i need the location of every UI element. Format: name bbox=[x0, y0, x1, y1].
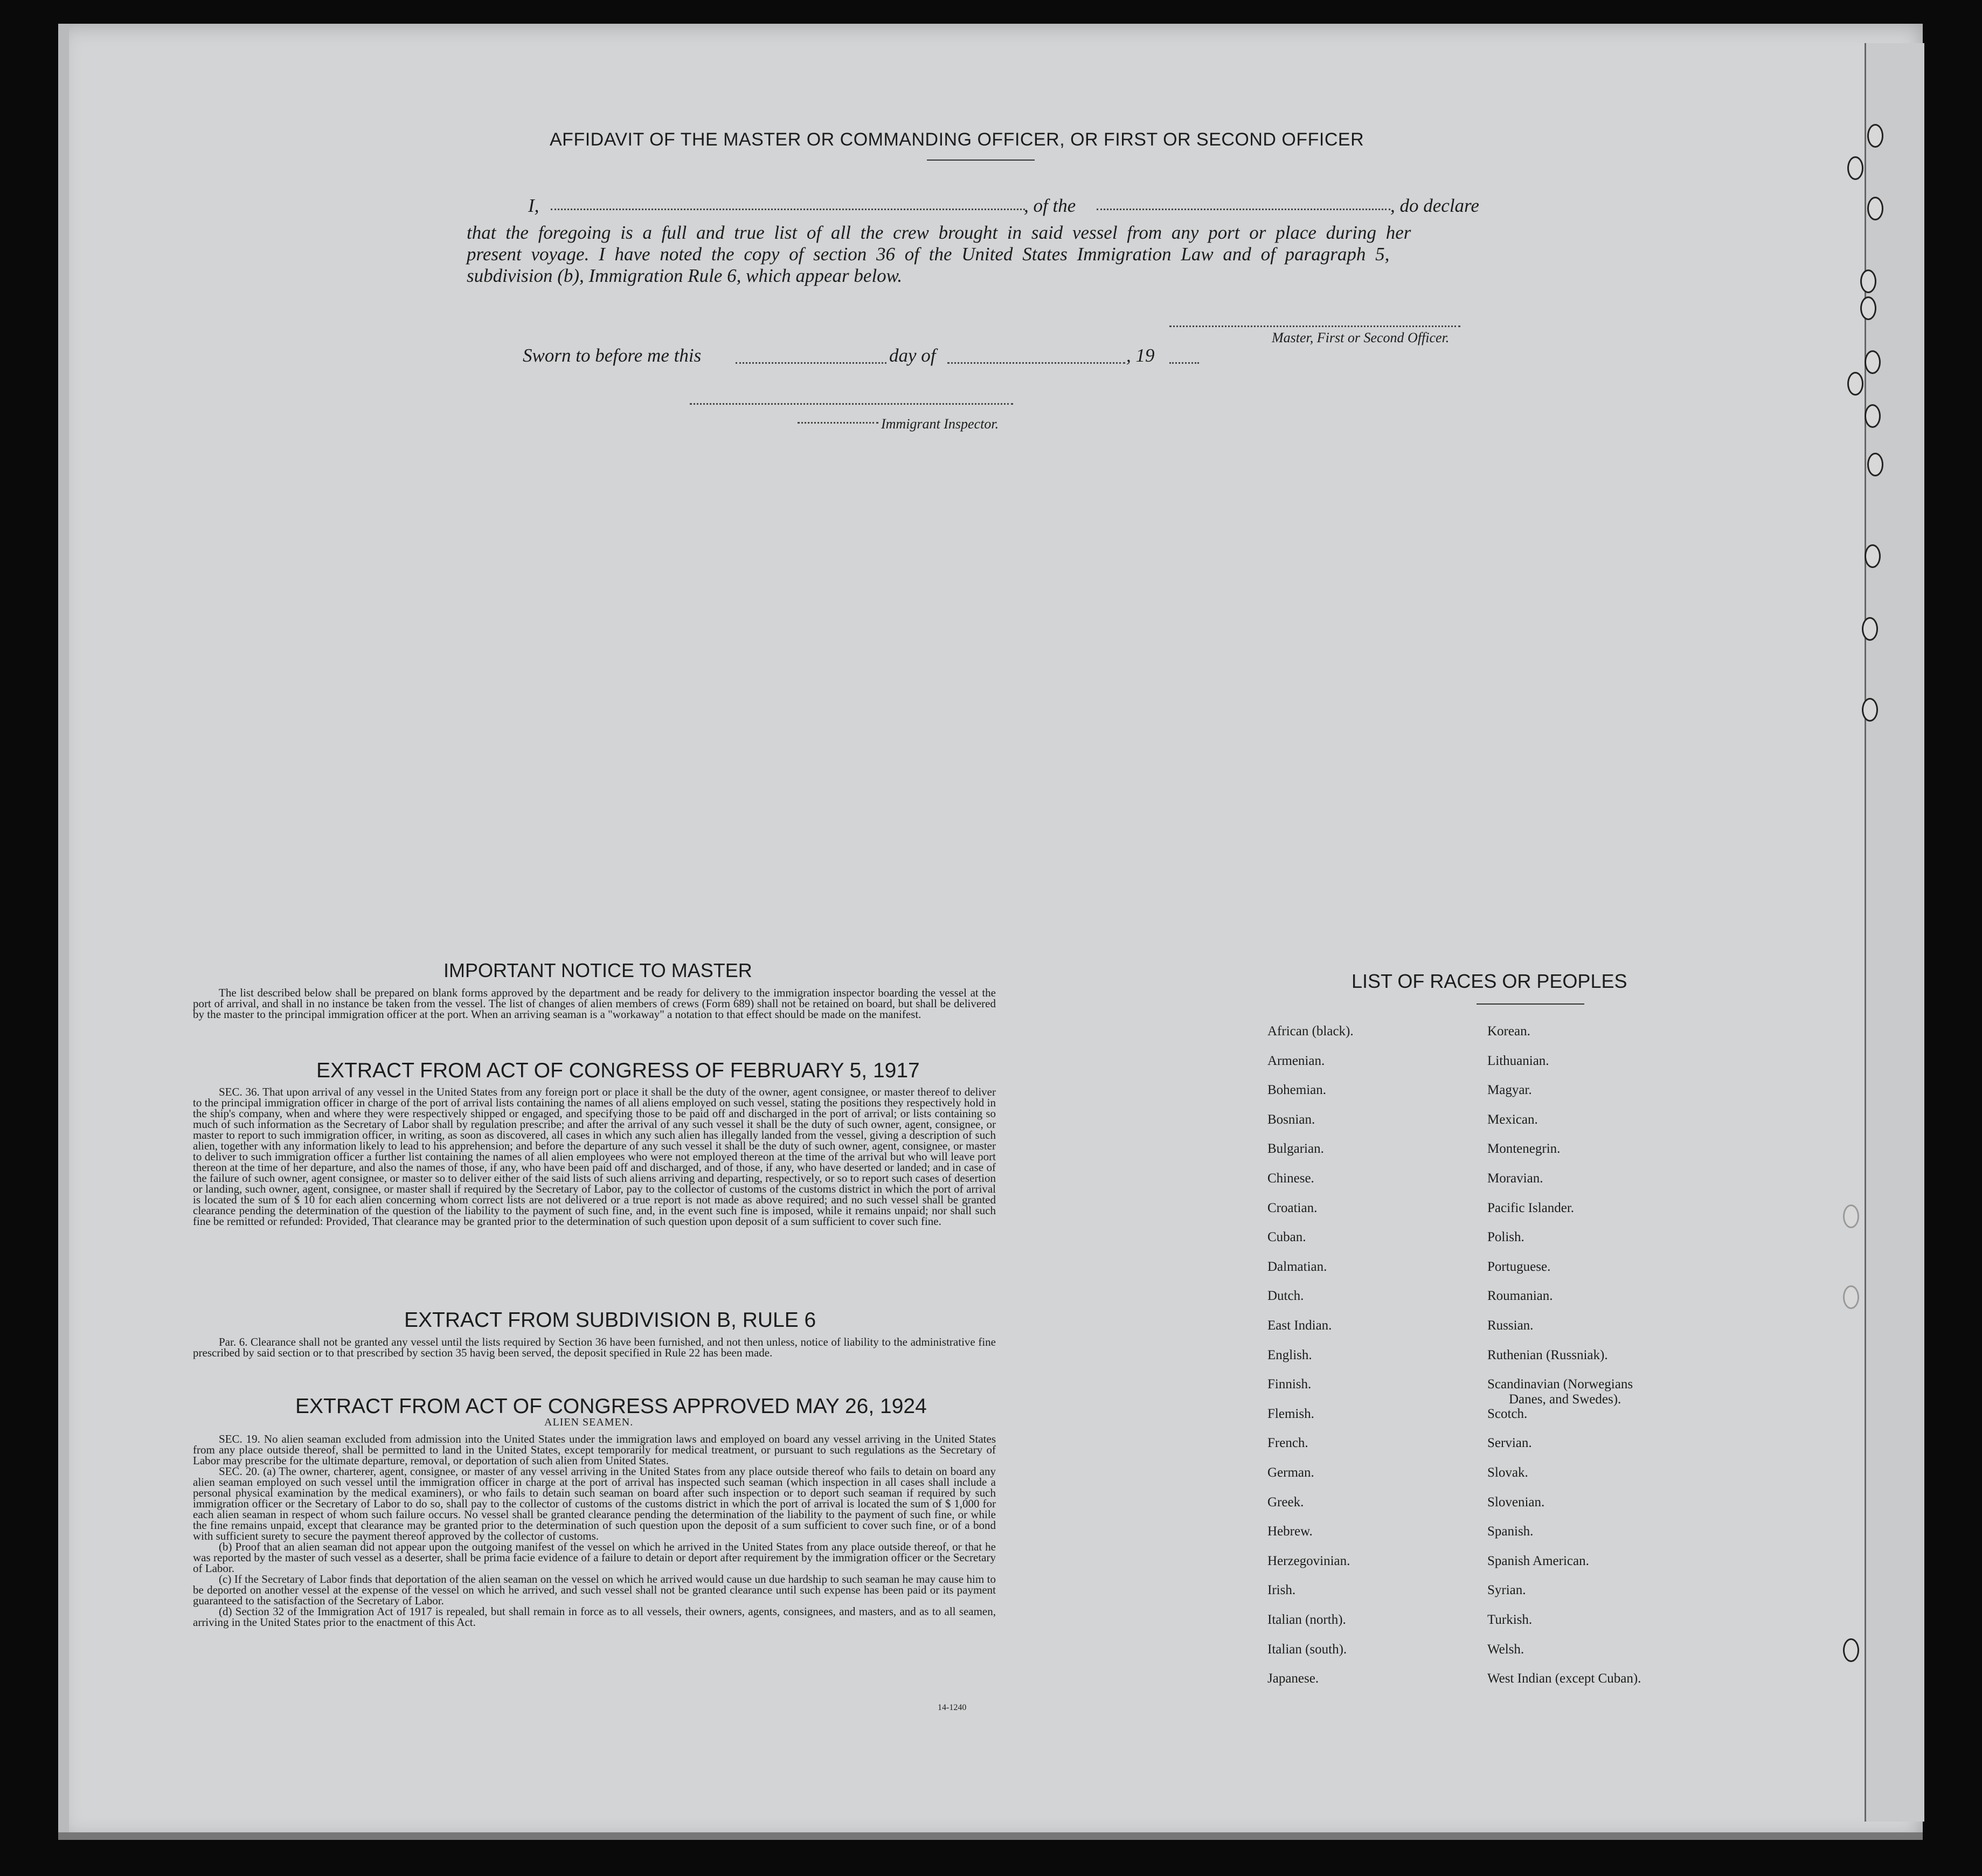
extract-rule6-body bbox=[193, 1337, 996, 1358]
punch-hole bbox=[1860, 269, 1876, 293]
race-item: Slovak. bbox=[1487, 1465, 1528, 1480]
race-item: Spanish American. bbox=[1487, 1553, 1589, 1568]
race-item: African (black). bbox=[1267, 1024, 1354, 1039]
race-item: Chinese. bbox=[1267, 1171, 1314, 1186]
sworn-day-of: day of bbox=[889, 345, 936, 366]
race-item: Armenian. bbox=[1267, 1053, 1325, 1068]
vessel-blank bbox=[1097, 209, 1390, 210]
punch-hole bbox=[1867, 197, 1883, 220]
race-item: Dalmatian. bbox=[1267, 1259, 1327, 1274]
race-item: Bosnian. bbox=[1267, 1112, 1315, 1127]
race-item: Slovenian. bbox=[1487, 1494, 1545, 1510]
affidavit-i: I, bbox=[528, 195, 539, 216]
race-item: Dutch. bbox=[1267, 1289, 1304, 1304]
punch-hole bbox=[1843, 1638, 1859, 1662]
race-item: Pacific Islander. bbox=[1487, 1200, 1575, 1215]
race-item: Korean. bbox=[1487, 1024, 1530, 1039]
affidavit-declare: , do declare bbox=[1390, 195, 1479, 216]
sec20b-paragraph: (b) Proof that an alien seaman did not appear upon the outgoing manifest of the vessel on which he arrived in the United States from any place outside thereof, or that he was reported by the master of such vessel as a deserter, shall be prima facie evidence of a failure to detain or deport after requirement by the immigration officer or the Secretary of Labor. bbox=[193, 1540, 996, 1575]
notice-title: IMPORTANT NOTICE TO MASTER bbox=[443, 959, 752, 981]
race-item: Flemish. bbox=[1267, 1406, 1314, 1421]
race-item: Roumanian. bbox=[1487, 1289, 1553, 1304]
punch-hole bbox=[1843, 1204, 1859, 1228]
affidavit-line3: present voyage. I have noted the copy of section 36 of the United States Immigration Law and of paragraph 5, bbox=[467, 244, 1390, 265]
punch-hole bbox=[1865, 404, 1881, 428]
sec20a-paragraph: SEC. 20. (a) The owner, charterer, agent, consignee, or master of any vessel arriving in the United States from any place outside thereof who fails to detain on board any alien seaman employed on such vessel until the immigration officer in charge at the port of arrival has inspected such seaman (which inspection in all cases shall include a personal physical examination by the medical examiners), or who fails to detain such seaman on board after such inspection or to deport such seaman if required by such immigration officer or the Secretary of Labor to do so, shall pay to the collector of customs of the customs district in which the port of arrival is located the sum of $ 1,000 for each alien seaman in respect of whom such failure occurs. No vessel shall be granted clearance pending the determination of the liability to the payment of such fine, or while the fine remains unpaid, except that clearance may be granted prior to the determination of such question upon the deposit of a sum sufficient to cover such fine, or of a bond with sufficient surety to secure the payment thereof approved by the collector of customs. bbox=[193, 1465, 996, 1542]
race-item: Lithuanian. bbox=[1487, 1053, 1549, 1068]
punch-hole bbox=[1847, 156, 1863, 180]
punch-hole bbox=[1862, 698, 1878, 722]
race-item: Welsh. bbox=[1487, 1642, 1524, 1657]
race-item: Hebrew. bbox=[1267, 1524, 1313, 1539]
extract-1917-body bbox=[193, 1086, 996, 1227]
sworn-month-blank bbox=[947, 362, 1125, 364]
race-item: Syrian. bbox=[1487, 1583, 1526, 1598]
inspector-label: Immigrant Inspector. bbox=[881, 416, 999, 432]
punch-hole bbox=[1843, 1285, 1859, 1309]
race-item: Italian (south). bbox=[1267, 1642, 1347, 1657]
extract-rule6-title: EXTRACT FROM SUBDIVISION B, RULE 6 bbox=[404, 1309, 816, 1332]
race-item: West Indian (except Cuban). bbox=[1487, 1671, 1641, 1686]
sec20c-paragraph: (c) If the Secretary of Labor finds that deportation of the alien seaman on the vessel on which he arrived would cause un due hardship to such seaman he may cause him to be deported on another vessel at the expense of the vessel on which he arrived, and such vessel shall not be granted clearance until such expense has been paid or its payment guaranteed to the satisfaction of the Secretary of Labor. bbox=[193, 1573, 996, 1607]
inspector-title-blank bbox=[798, 422, 878, 424]
race-item: Danes, and Swedes). bbox=[1509, 1392, 1621, 1407]
race-item: Turkish. bbox=[1487, 1612, 1533, 1627]
inspector-signature-blank bbox=[690, 403, 1013, 405]
race-item: Spanish. bbox=[1487, 1524, 1534, 1539]
races-title: LIST OF RACES OR PEOPLES bbox=[1352, 970, 1627, 992]
sheet-bottom-edge bbox=[58, 1832, 1923, 1840]
title-underline bbox=[927, 160, 1035, 161]
affidavit-line2: that the foregoing is a full and true list of all the crew brought in said vessel from any port or place during her bbox=[467, 222, 1411, 243]
race-item: Greek. bbox=[1267, 1494, 1304, 1510]
sworn-day-blank bbox=[736, 362, 886, 364]
race-item: French. bbox=[1267, 1436, 1308, 1451]
race-item: Servian. bbox=[1487, 1436, 1532, 1451]
notice-paragraph: The list described below shall be prepared on blank forms approved by the department and be ready for delivery to the immigration inspector boarding the vessel at the port of arrival, and shall in no instance be taken from the vessel. The list of changes of alien members of crews (Form 689) shall not be retained on board, but shall be delivered by the master to the principal immigration officer at the port. When an arriving seaman is a "workaway" a notation to that effect should be made on the manifest. bbox=[193, 986, 996, 1021]
form-number: 14-1240 bbox=[938, 1703, 967, 1712]
race-item: Montenegrin. bbox=[1487, 1141, 1561, 1157]
affidavit-line4: subdivision (b), Immigration Rule 6, which appear below. bbox=[467, 265, 903, 286]
race-item: Portuguese. bbox=[1487, 1259, 1551, 1274]
race-item: East Indian. bbox=[1267, 1318, 1332, 1333]
race-item: Finnish. bbox=[1267, 1377, 1312, 1392]
race-item: Scandinavian (Norwegians bbox=[1487, 1377, 1633, 1392]
alien-seamen-subtitle: ALIEN SEAMEN. bbox=[544, 1416, 634, 1428]
sworn-year: , 19 bbox=[1126, 345, 1155, 366]
punch-hole bbox=[1865, 350, 1881, 374]
race-item: Ruthenian (Russniak). bbox=[1487, 1347, 1608, 1362]
sec36-paragraph: SEC. 36. That upon arrival of any vessel in the United States from any foreign port or place it shall be the duty of the owner, agent consignee, or master thereof to deliver to the principal immigration officer in charge of the port of arrival lists containing the names of all aliens employed on such vessel, stating the positions they respectively hold in the ship's company, when and where they were respectively shipped or engaged, and specifying those to be paid off and discharged in the port of arrival; or lists containing so much of such information as the Secretary of Labor shall by regulation prescribe; and after the arrival of any such vessel it shall be the duty of such owner, agent, consignee, or master to report to such immigration officer, in writing, as soon as discovered, all cases in which any such alien has illegally landed from the vessel, giving a description of such alien, together with any information likely to lead to his apprehension; and before the departure of any such vessel it shall be the duty of such owner, agent, consignee, or master to deliver to such immigration officer a further list containing the names of all alien employees who were not employed thereon at the time of the arrival but who will leave port thereon at the time of her departure, and also the names of those, if any, who have been paid off and discharged, and of those, if any, who have deserted or landed; and in case of the failure of such owner, agent consignee, or master so to deliver either of the said lists of such aliens arriving and departing, respectively, or so to report such cases of desertion or landing, such owner, agent, consignee, or master shall if required by the Secretary of Labor, pay to the collector of customs of the customs district in which the port of arrival is located the sum of $ 10 for each alien concerning whom correct lists are not delivered or a true report is not made as above required; and no such vessel shall be granted clearance pending the determination of the question of the liability to the payment of such fine, and, in the event such fine is imposed, while it remains unpaid; nor shall such fine be remitted or refunded: Provided, That clearance may be granted prior to the determination of such question upon deposit of a sum sufficient to cover such fine. bbox=[193, 1085, 996, 1228]
master-signature-blank bbox=[1169, 326, 1460, 327]
master-label: Master, First or Second Officer. bbox=[1272, 330, 1450, 345]
race-item: Italian (north). bbox=[1267, 1612, 1346, 1627]
race-item: Russian. bbox=[1487, 1318, 1534, 1333]
punch-hole bbox=[1847, 372, 1863, 396]
punch-hole bbox=[1865, 544, 1881, 568]
punch-hole bbox=[1860, 296, 1876, 320]
affidavit-of-the: , of the bbox=[1024, 195, 1076, 216]
punch-hole bbox=[1867, 124, 1883, 148]
notice-body bbox=[193, 987, 996, 1020]
races-title-underline bbox=[1477, 1003, 1584, 1005]
race-item: Irish. bbox=[1267, 1583, 1296, 1598]
extract-1924-body bbox=[193, 1434, 996, 1628]
race-item: Scotch. bbox=[1487, 1406, 1528, 1421]
extract-1917-title: EXTRACT FROM ACT OF CONGRESS OF FEBRUARY 5, 1917 bbox=[316, 1059, 920, 1082]
extract-1924-title: EXTRACT FROM ACT OF CONGRESS APPROVED MAY 26, 1924 bbox=[295, 1395, 927, 1418]
race-item: Herzegovinian. bbox=[1267, 1553, 1350, 1568]
race-item: Bulgarian. bbox=[1267, 1141, 1324, 1157]
sheet-left-edge bbox=[58, 24, 69, 1840]
race-item: Japanese. bbox=[1267, 1671, 1319, 1686]
race-item: Moravian. bbox=[1487, 1171, 1543, 1186]
sec20d-paragraph: (d) Section 32 of the Immigration Act of 1917 is repealed, but shall remain in force as to all vessels, their owners, agents, consignees, and masters, and as to all seamen, arriving in the United States prior to the enactment of this Act. bbox=[193, 1605, 996, 1629]
race-item: Cuban. bbox=[1267, 1230, 1306, 1245]
punch-hole bbox=[1862, 617, 1878, 641]
race-item: German. bbox=[1267, 1465, 1314, 1480]
sworn-prefix: Sworn to before me this bbox=[523, 345, 702, 366]
sworn-year-blank bbox=[1169, 362, 1199, 364]
sec19-paragraph: SEC. 19. No alien seaman excluded from admission into the United States under the immigration laws and employed on board any vessel arriving in the United States from any place outside thereof, shall be permitted to land in the United States, except temporarily for medical treatment, or pursuant to such regulations as the Secretary of Labor may prescribe for the ultimate departure, removal, or deportation of such alien from United States. bbox=[193, 1432, 996, 1467]
affidavit-title: AFFIDAVIT OF THE MASTER OR COMMANDING OFFICER, OR FIRST OR SECOND OFFICER bbox=[550, 129, 1364, 150]
race-item: English. bbox=[1267, 1347, 1312, 1362]
par6-paragraph: Par. 6. Clearance shall not be granted any vessel until the lists required by Section 36 have been furnished, and not then unless, notice of liability to the administrative fine prescribed by said section or to that prescribed by section 35 havig been served, the deposit specified in Rule 22 has been made. bbox=[193, 1335, 996, 1359]
race-item: Mexican. bbox=[1487, 1112, 1538, 1127]
race-item: Magyar. bbox=[1487, 1083, 1532, 1098]
punch-hole bbox=[1867, 453, 1883, 476]
race-item: Bohemian. bbox=[1267, 1083, 1327, 1098]
name-blank bbox=[551, 209, 1025, 210]
race-item: Croatian. bbox=[1267, 1200, 1318, 1215]
race-item: Polish. bbox=[1487, 1230, 1524, 1245]
